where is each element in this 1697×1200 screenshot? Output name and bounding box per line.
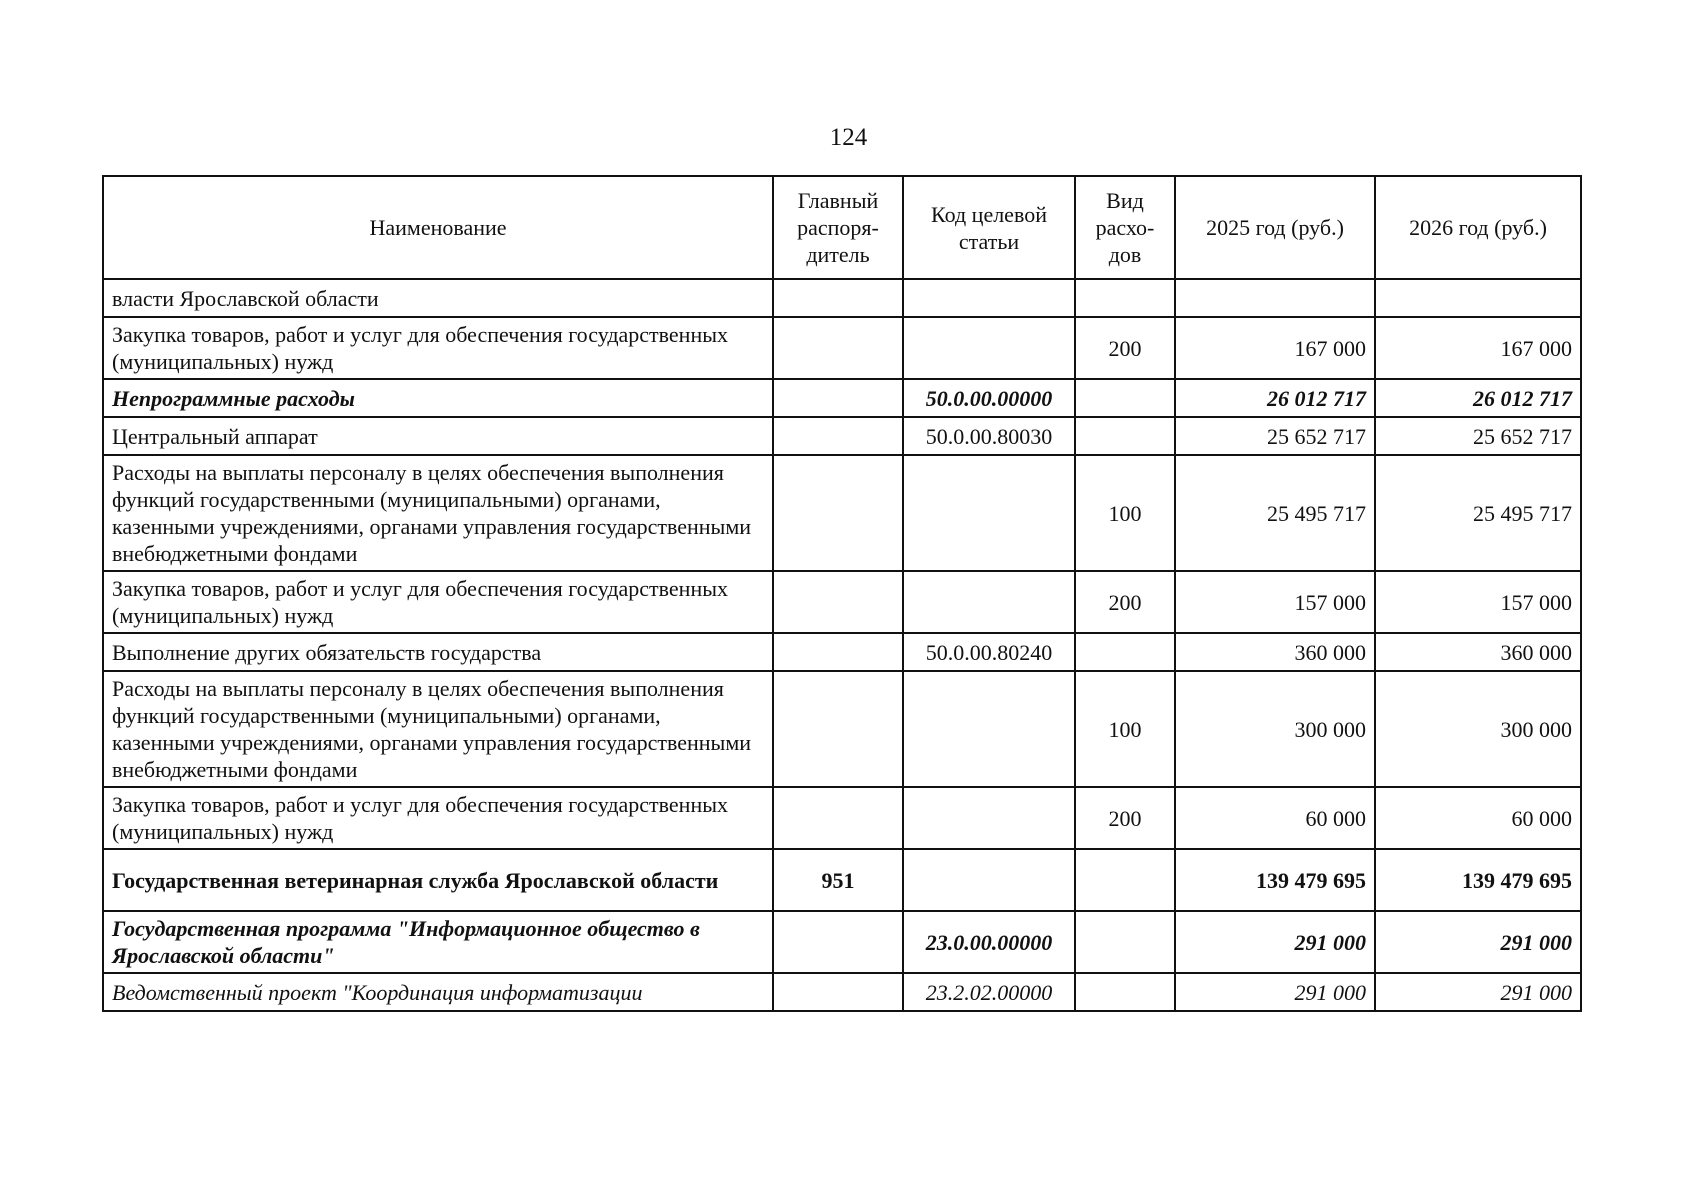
row-type-cell (1075, 911, 1175, 973)
row-2026-cell: 300 000 (1375, 671, 1581, 787)
row-2025-cell: 300 000 (1175, 671, 1375, 787)
page-number: 124 (829, 124, 868, 151)
header-2025: 2025 год (руб.) (1175, 176, 1375, 279)
table-row (103, 911, 1581, 973)
table-row (103, 455, 1581, 571)
header-2026: 2026 год (руб.) (1375, 176, 1581, 279)
row-manager-cell (773, 571, 903, 633)
row-type-cell (1075, 973, 1175, 1011)
table-row (103, 671, 1581, 787)
row-name-cell: Расходы на выплаты персоналу в целях обеспечения выполнения функций государственными (муниципальными) органами, казенными учреждениями, органами управления государственными внебюджетными фондами (103, 455, 773, 571)
row-type-cell (1075, 417, 1175, 455)
header-code: Код целевой статьи (903, 176, 1075, 279)
table-row (103, 787, 1581, 849)
table-row (103, 633, 1581, 671)
table-row (103, 849, 1581, 911)
row-name-cell: Выполнение других обязательств государства (103, 633, 773, 671)
row-type-cell (1075, 279, 1175, 317)
row-2025-cell: 26 012 717 (1175, 379, 1375, 417)
row-name-cell: Непрограммные расходы (103, 379, 773, 417)
row-2025-cell: 167 000 (1175, 317, 1375, 379)
table-row (103, 317, 1581, 379)
row-manager-cell (773, 973, 903, 1011)
row-manager-cell (773, 279, 903, 317)
row-2025-cell: 25 652 717 (1175, 417, 1375, 455)
row-name-cell: Закупка товаров, работ и услуг для обеспечения государственных (муниципальных) нужд (103, 317, 773, 379)
budget-table (102, 175, 1582, 1012)
row-type-cell: 200 (1075, 317, 1175, 379)
row-2026-cell: 167 000 (1375, 317, 1581, 379)
row-name-cell: Закупка товаров, работ и услуг для обеспечения государственных (муниципальных) нужд (103, 787, 773, 849)
row-code-cell (903, 849, 1075, 911)
row-type-cell (1075, 849, 1175, 911)
row-name-cell: Государственная программа "Информационное общество в Ярославской области" (103, 911, 773, 973)
row-code-cell (903, 455, 1075, 571)
row-2025-cell (1175, 279, 1375, 317)
row-2026-cell: 25 495 717 (1375, 455, 1581, 571)
row-2026-cell (1375, 279, 1581, 317)
row-manager-cell (773, 417, 903, 455)
row-2026-cell: 26 012 717 (1375, 379, 1581, 417)
row-code-cell (903, 787, 1075, 849)
header-row (103, 176, 1581, 279)
row-2025-cell: 291 000 (1175, 973, 1375, 1011)
row-type-cell: 100 (1075, 671, 1175, 787)
row-code-cell (903, 571, 1075, 633)
row-name-cell: Расходы на выплаты персоналу в целях обеспечения выполнения функций государственными (муниципальными) органами, казенными учреждениями, органами управления государственными внебюджетными фондами (103, 671, 773, 787)
row-code-cell: 50.0.00.80240 (903, 633, 1075, 671)
table-row (103, 279, 1581, 317)
row-2025-cell: 139 479 695 (1175, 849, 1375, 911)
row-2025-cell: 157 000 (1175, 571, 1375, 633)
table-row (103, 571, 1581, 633)
row-2025-cell: 360 000 (1175, 633, 1375, 671)
row-code-cell (903, 671, 1075, 787)
row-manager-cell (773, 455, 903, 571)
row-manager-cell (773, 633, 903, 671)
row-code-cell (903, 279, 1075, 317)
row-code-cell: 23.0.00.00000 (903, 911, 1075, 973)
table-row (103, 379, 1581, 417)
row-code-cell (903, 317, 1075, 379)
row-name-cell: Закупка товаров, работ и услуг для обеспечения государственных (муниципальных) нужд (103, 571, 773, 633)
row-type-cell (1075, 633, 1175, 671)
table-row (103, 973, 1581, 1011)
table-body (103, 279, 1581, 1011)
row-2025-cell: 60 000 (1175, 787, 1375, 849)
row-type-cell: 200 (1075, 787, 1175, 849)
row-name-cell: власти Ярославской области (103, 279, 773, 317)
header-manager: Главный распоря-дитель (773, 176, 903, 279)
row-manager-cell (773, 317, 903, 379)
header-name: Наименование (103, 176, 773, 279)
row-manager-cell (773, 911, 903, 973)
row-manager-cell (773, 379, 903, 417)
row-2026-cell: 157 000 (1375, 571, 1581, 633)
row-name-cell: Ведомственный проект "Координация информатизации (103, 973, 773, 1011)
row-code-cell: 50.0.00.80030 (903, 417, 1075, 455)
row-2026-cell: 291 000 (1375, 973, 1581, 1011)
row-code-cell: 50.0.00.00000 (903, 379, 1075, 417)
row-2026-cell: 139 479 695 (1375, 849, 1581, 911)
row-code-cell: 23.2.02.00000 (903, 973, 1075, 1011)
row-2026-cell: 360 000 (1375, 633, 1581, 671)
table-header (103, 176, 1581, 279)
row-type-cell (1075, 379, 1175, 417)
row-name-cell: Государственная ветеринарная служба Ярославской области (103, 849, 773, 911)
table-row (103, 417, 1581, 455)
row-name-cell: Центральный аппарат (103, 417, 773, 455)
row-manager-cell: 951 (773, 849, 903, 911)
row-manager-cell (773, 671, 903, 787)
row-2025-cell: 25 495 717 (1175, 455, 1375, 571)
row-2026-cell: 25 652 717 (1375, 417, 1581, 455)
row-manager-cell (773, 787, 903, 849)
header-type: Вид расхо-дов (1075, 176, 1175, 279)
row-type-cell: 200 (1075, 571, 1175, 633)
row-2026-cell: 291 000 (1375, 911, 1581, 973)
row-2026-cell: 60 000 (1375, 787, 1581, 849)
row-2025-cell: 291 000 (1175, 911, 1375, 973)
row-type-cell: 100 (1075, 455, 1175, 571)
